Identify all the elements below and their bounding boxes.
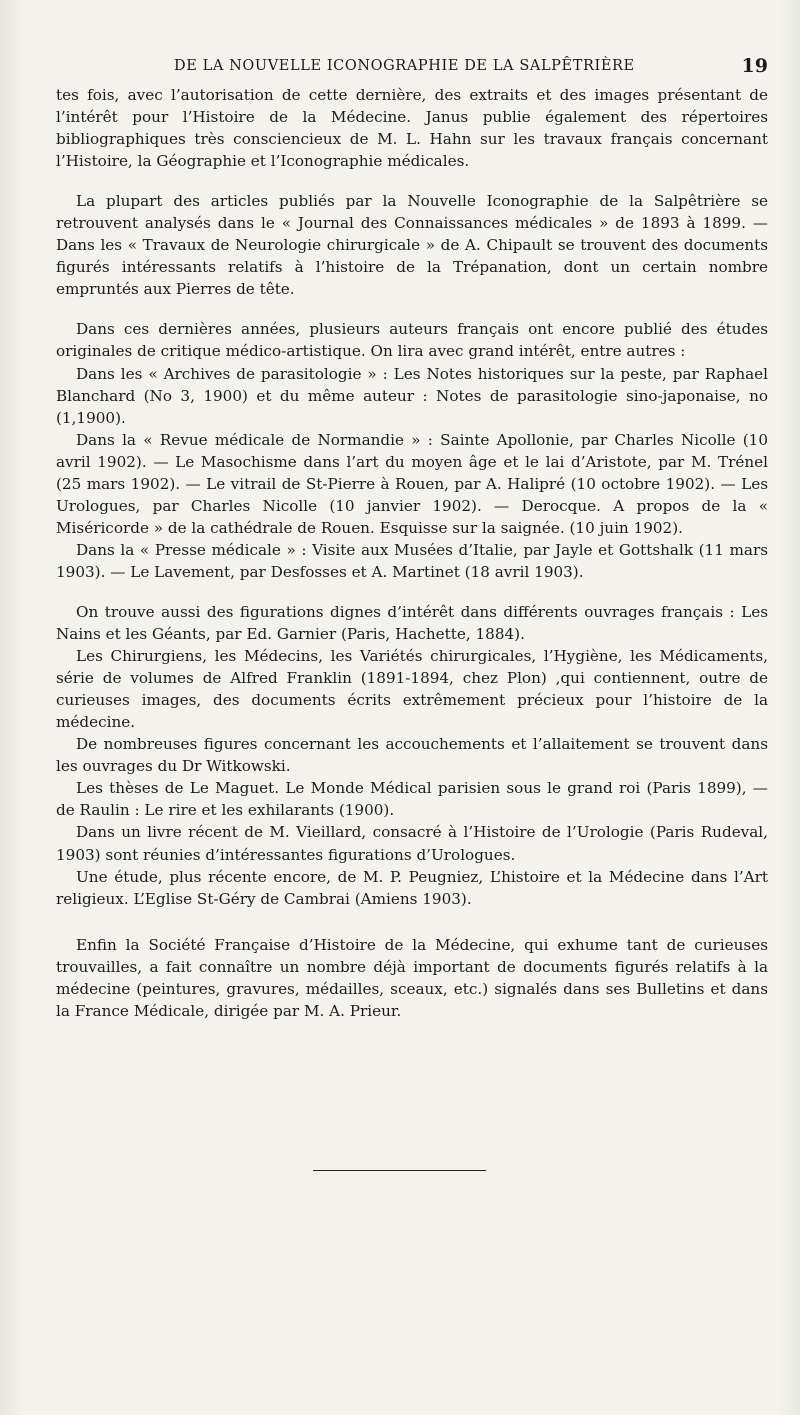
paragraph-revue-normandie: Dans la « Revue médicale de Normandie » : Sainte Apollonie, par Charles Nicolle (10 avril 1902). — Le Masochisme dans l’art du moyen âge et le lai d’Aristote, par M. Trénel (25 mars 1902). — Le vitrail de St-Pierre à Rouen, par A. Halipré (10 octobre 1902). — Les Urologues, par Charles Nicolle (10 janvier 1902). — Derocque. A propos de la « Miséricorde » de la cathédrale de Rouen. Esquisse sur la saignée. (10 juin 1902).: [56, 430, 768, 537]
paragraph-societe-francaise: Enfin la Société Française d’Histoire de la Médecine, qui exhume tant de curieuses trouvailles, a fait connaître un nombre déjà important de documents figurés relatifs à la médecine (peintures, gravures, médailles, sceaux, etc.) signalés dans ses Bulletins et dans la France Médicale, dirigée par M. A. Prieur.: [56, 935, 768, 1020]
paragraph-presse-medicale: Dans la « Presse médicale » : Visite aux Musées d’Italie, par Jayle et Gottshalk (11 mars 1903). — Le Lavement, par Desfosses et A. Martinet (18 avril 1903).: [56, 540, 768, 581]
paragraph-witkowski: De nombreuses figures concernant les accouchements et l’allaitement se trouvent dans les ouvrages du Dr Witkowski.: [56, 735, 768, 776]
page-number: 19: [741, 55, 768, 77]
body-text: [56, 84, 768, 1022]
paragraph-theses: Les thèses de Le Maguet. Le Monde Médical parisien sous le grand roi (Paris 1899), — de Raulin : Le rire et les exhilarants (1900).: [56, 779, 768, 820]
paragraph-archives-parasitologie: Dans les « Archives de parasitologie » : Les Notes historiques sur la peste, par Raphael Blanchard (No 3, 1900) et du même auteur : Notes de parasitologie sino-japonaise, no (1,1900).: [56, 364, 768, 427]
paragraph-nouvelle-iconographie: La plupart des articles publiés par la Nouvelle Iconographie de la Salpêtrière se retrouvent analysés dans le « Journal des Connaissances médicales » de 1893 à 1899. — Dans les « Travaux de Neurologie chirurgicale » de A. Chipault se trouvent des documents figurés intéressants relatifs à l’histoire de la Trépanation, dont un certain nombre empruntés aux Pierres de tête.: [56, 192, 768, 299]
paragraph-vieillard: Dans un livre récent de M. Vieillard, consacré à l’Histoire de l’Urologie (Paris Rudeval, 1903) sont réunies d’intéressantes figurations d’Urologues.: [56, 823, 768, 864]
paragraph-janus: tes fois, avec l’autorisation de cette dernière, des extraits et des images présentant de l’intérêt pour l’Histoire de la Médecine. Janus publie également des répertoires bibliographiques très consciencieux de M. L. Hahn sur les travaux français concernant l’Histoire, la Géographie et l’Iconographie médicales.: [56, 86, 768, 171]
closing-rule: [313, 1170, 486, 1171]
paragraph-recent-authors: Dans ces dernières années, plusieurs auteurs français ont encore publié des études originales de critique médico-artistique. On lira avec grand intérêt, entre autres :: [56, 320, 768, 361]
paragraph-franklin: Les Chirurgiens, les Médecins, les Variétés chirurgicales, l’Hygiène, les Médicaments, série de volumes de Alfred Franklin (1891-1894, chez Plon) ,qui contiennent, outre de curieuses images, des documents écrits extrêmement précieux pour l’histoire de la médecine.: [56, 647, 768, 732]
paragraph-peugniez: Une étude, plus récente encore, de M. P. Peugniez, L’histoire et la Médecine dans l’Art religieux. L’Eglise St-Géry de Cambrai (Amiens 1903).: [56, 867, 768, 908]
running-head: DE LA NOUVELLE ICONOGRAPHIE DE LA SALPÊTRIÈRE: [174, 58, 635, 74]
paragraph-ouvrages-francais: On trouve aussi des figurations dignes d’intérêt dans différents ouvrages français : Les Nains et les Géants, par Ed. Garnier (Paris, Hachette, 1884).: [56, 602, 768, 644]
page-header: [56, 56, 768, 82]
